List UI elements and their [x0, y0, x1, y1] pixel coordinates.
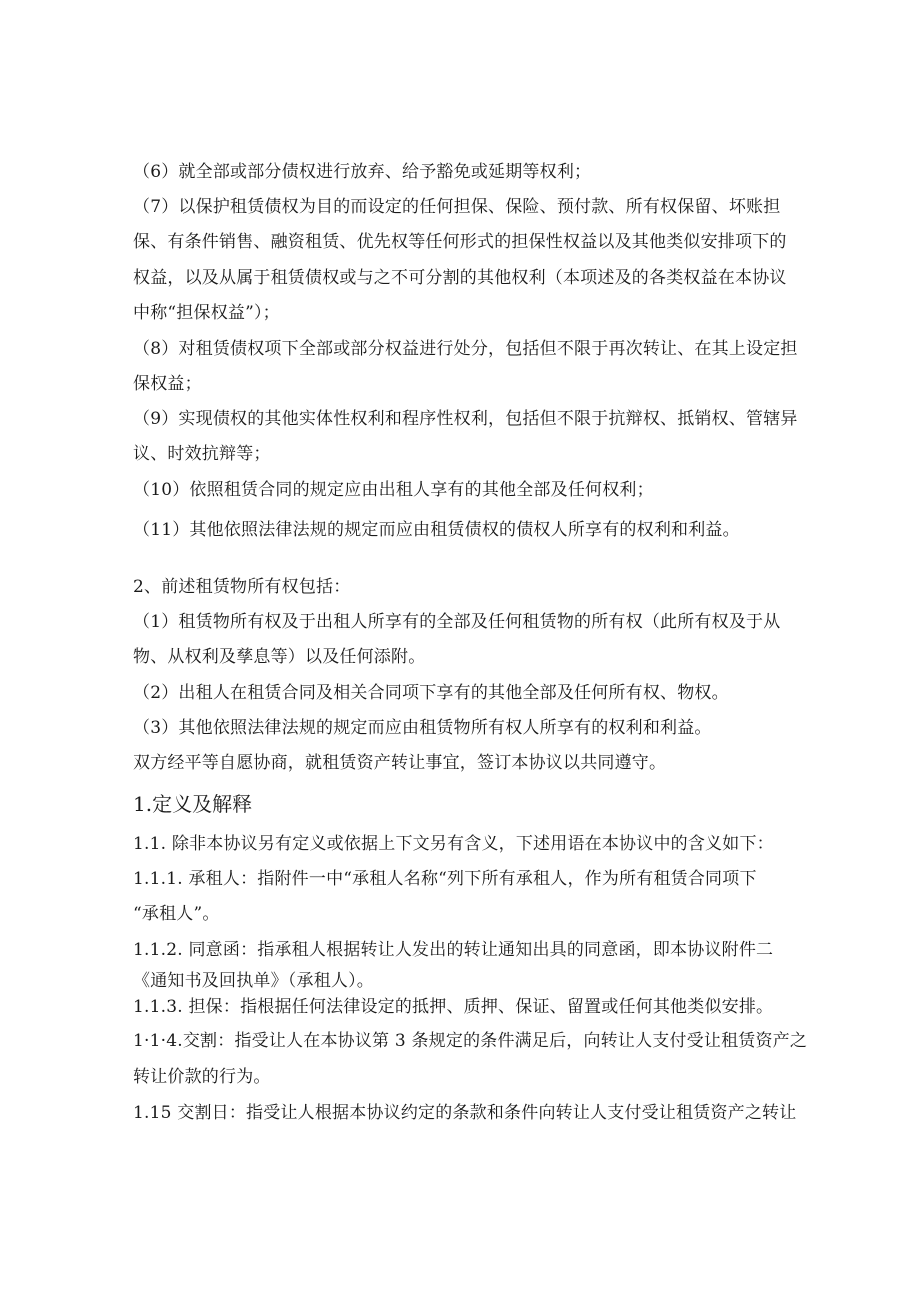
clause-6: （6）就全部或部分债权进行放弃、给予豁免或延期等权利； [133, 162, 592, 182]
definition-1-1-4-line-2: 转让价款的行为。 [133, 1067, 271, 1087]
ownership-1-line-2: 物、从权利及孳息等）以及任何添附。 [133, 647, 426, 667]
clause-8-line-1: （8）对租赁债权项下全部或部分权益进行处分，包括但不限于再次转让、在其上设定担 [133, 339, 798, 359]
clause-9-line-1: （9）实现债权的其他实体性权利和程序性权利，包括但不限于抗辩权、抵销权、管辖异 [133, 409, 798, 429]
clause-11: （11）其他依照法律法规的规定而应由租赁债权的债权人所享有的权利和利益。 [133, 520, 740, 540]
clause-10: （10）依照租赁合同的规定应由出租人享有的其他全部及任何权利； [133, 480, 654, 500]
definition-1-1-1-line-1: 1.1.1. 承租人：指附件一中“承租人名称“列下所有承租人，作为所有租赁合同项下 [133, 869, 757, 889]
ownership-2: （2）出租人在租赁合同及相关合同项下享有的其他全部及任何所有权、物权。 [133, 683, 729, 703]
definition-1-1-3: 1.1.3. 担保：指根据任何法律设定的抵押、质押、保证、留置或任何其他类似安排。 [133, 997, 774, 1017]
definition-1-1: 1.1. 除非本协议另有定义或依据上下文另有含义，下述用语在本协议中的含义如下： [133, 834, 774, 854]
definition-1-1-1-line-2: “承租人”。 [133, 904, 220, 924]
agreement-statement: 双方经平等自愿协商，就租赁资产转让事宜，签订本协议以共同遵守。 [133, 753, 667, 773]
clause-7-line-4: 中称“担保权益”）； [133, 303, 280, 323]
clause-9-line-2: 议、时效抗辩等； [133, 444, 271, 464]
clause-7-line-2: 保、有条件销售、融资租赁、优先权等任何形式的担保性权益以及其他类似安排项下的 [133, 232, 787, 252]
section-heading-definitions: 1.定义及解释 [133, 792, 253, 816]
ownership-1-line-1: （1）租赁物所有权及于出租人所享有的全部及任何租赁物的所有权（此所有权及于从 [133, 612, 781, 632]
ownership-3: （3）其他依照法律法规的规定而应由租赁物所有权人所享有的权利和利益。 [133, 718, 712, 738]
definition-1-1-2-line-1: 1.1.2. 同意函：指承租人根据转让人发出的转让通知出具的同意函，即本协议附件二 [133, 940, 774, 960]
clause-8-line-2: 保权益； [133, 374, 202, 394]
clause-7-line-1: （7）以保护租赁债权为目的而设定的任何担保、保险、预付款、所有权保留、坏账担 [133, 197, 781, 217]
section-2-intro: 2、前述租赁物所有权包括： [133, 577, 351, 597]
definition-1-1-4-line-1: 1·1·4.交割：指受让人在本协议第 3 条规定的条件满足后，向转让人支付受让租赁资产之 [133, 1031, 808, 1051]
definition-1-15-line-1: 1.15 交割日：指受让人根据本协议约定的条款和条件向转让人支付受让租赁资产之转让 [133, 1103, 797, 1123]
clause-7-line-3: 权益，以及从属于租赁债权或与之不可分割的其他权利（本项述及的各类权益在本协议 [133, 268, 787, 288]
definition-1-1-2-line-2: 《通知书及回执单》（承租人）。 [133, 971, 374, 991]
